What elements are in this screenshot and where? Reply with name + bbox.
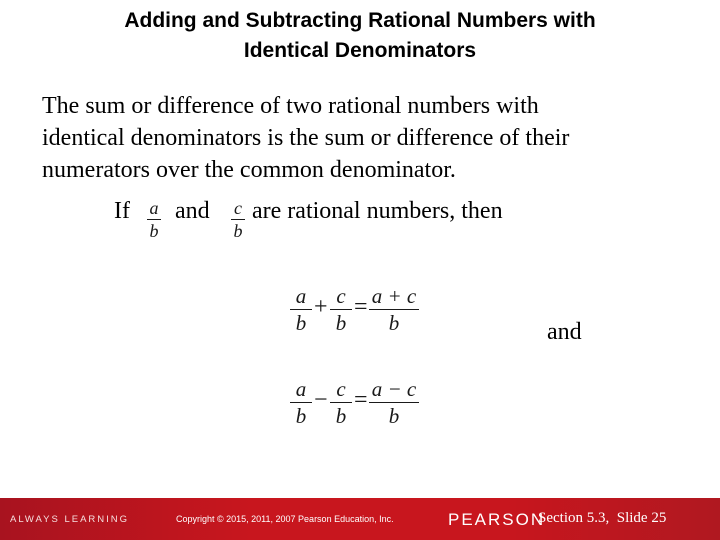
slide-title-line-2: Identical Denominators (243, 39, 477, 62)
slide-number: Section 5.3, Slide 25 (538, 510, 667, 526)
fraction-bar (369, 402, 419, 403)
then-text: are rational numbers, then (252, 198, 503, 224)
denominator: b (335, 404, 347, 428)
if-word: If (114, 198, 130, 224)
numerator: a (295, 377, 307, 401)
fraction-a-over-b (147, 198, 161, 241)
fraction-denominator: b (149, 221, 159, 241)
plus-operator: + (314, 294, 328, 320)
footer-bar (0, 498, 720, 540)
equals-operator: = (354, 387, 368, 413)
denominator: b (335, 311, 347, 335)
fraction-numerator: a (149, 198, 159, 218)
and-word: and (175, 198, 210, 224)
numerator: c (336, 377, 346, 401)
diff-fraction-1 (290, 378, 312, 427)
denominator: b (388, 311, 400, 335)
definition-line-1: The sum or difference of two rational numbers with (42, 93, 539, 119)
fraction-c-over-b (231, 198, 245, 241)
fraction-bar (290, 309, 312, 310)
denominator: b (295, 311, 307, 335)
numerator: c (336, 284, 346, 308)
denominator: b (295, 404, 307, 428)
numerator: a (295, 284, 307, 308)
fraction-numerator: c (234, 198, 242, 218)
denominator: b (388, 404, 400, 428)
fraction-bar (290, 402, 312, 403)
definition-line-3: numerators over the common denominator. (42, 157, 456, 183)
fraction-bar (147, 219, 161, 220)
equals-operator: = (354, 294, 368, 320)
sum-fraction-1 (290, 285, 312, 334)
numerator: a − c (371, 377, 417, 401)
fraction-denominator: b (233, 221, 243, 241)
diff-fraction-2 (330, 378, 352, 427)
sum-fraction-2 (330, 285, 352, 334)
fraction-bar (369, 309, 419, 310)
pearson-logo: PEARSON (448, 510, 546, 529)
slide-title (0, 6, 720, 66)
fraction-bar (231, 219, 245, 220)
sum-result-fraction (369, 285, 419, 334)
definition-text (42, 90, 682, 186)
slide-title-line-1: Adding and Subtracting Rational Numbers with (124, 9, 596, 32)
definition-line-2: identical denominators is the sum or difference of their (42, 125, 570, 151)
fraction-bar (330, 402, 352, 403)
always-learning-tagline: ALWAYS LEARNING (10, 514, 130, 525)
diff-result-fraction (369, 378, 419, 427)
and-connector: and (547, 319, 582, 345)
copyright-notice: Copyright © 2015, 2011, 2007 Pearson Education, Inc. (176, 514, 394, 524)
fraction-bar (330, 309, 352, 310)
minus-operator: − (314, 387, 328, 413)
numerator: a + c (371, 284, 417, 308)
